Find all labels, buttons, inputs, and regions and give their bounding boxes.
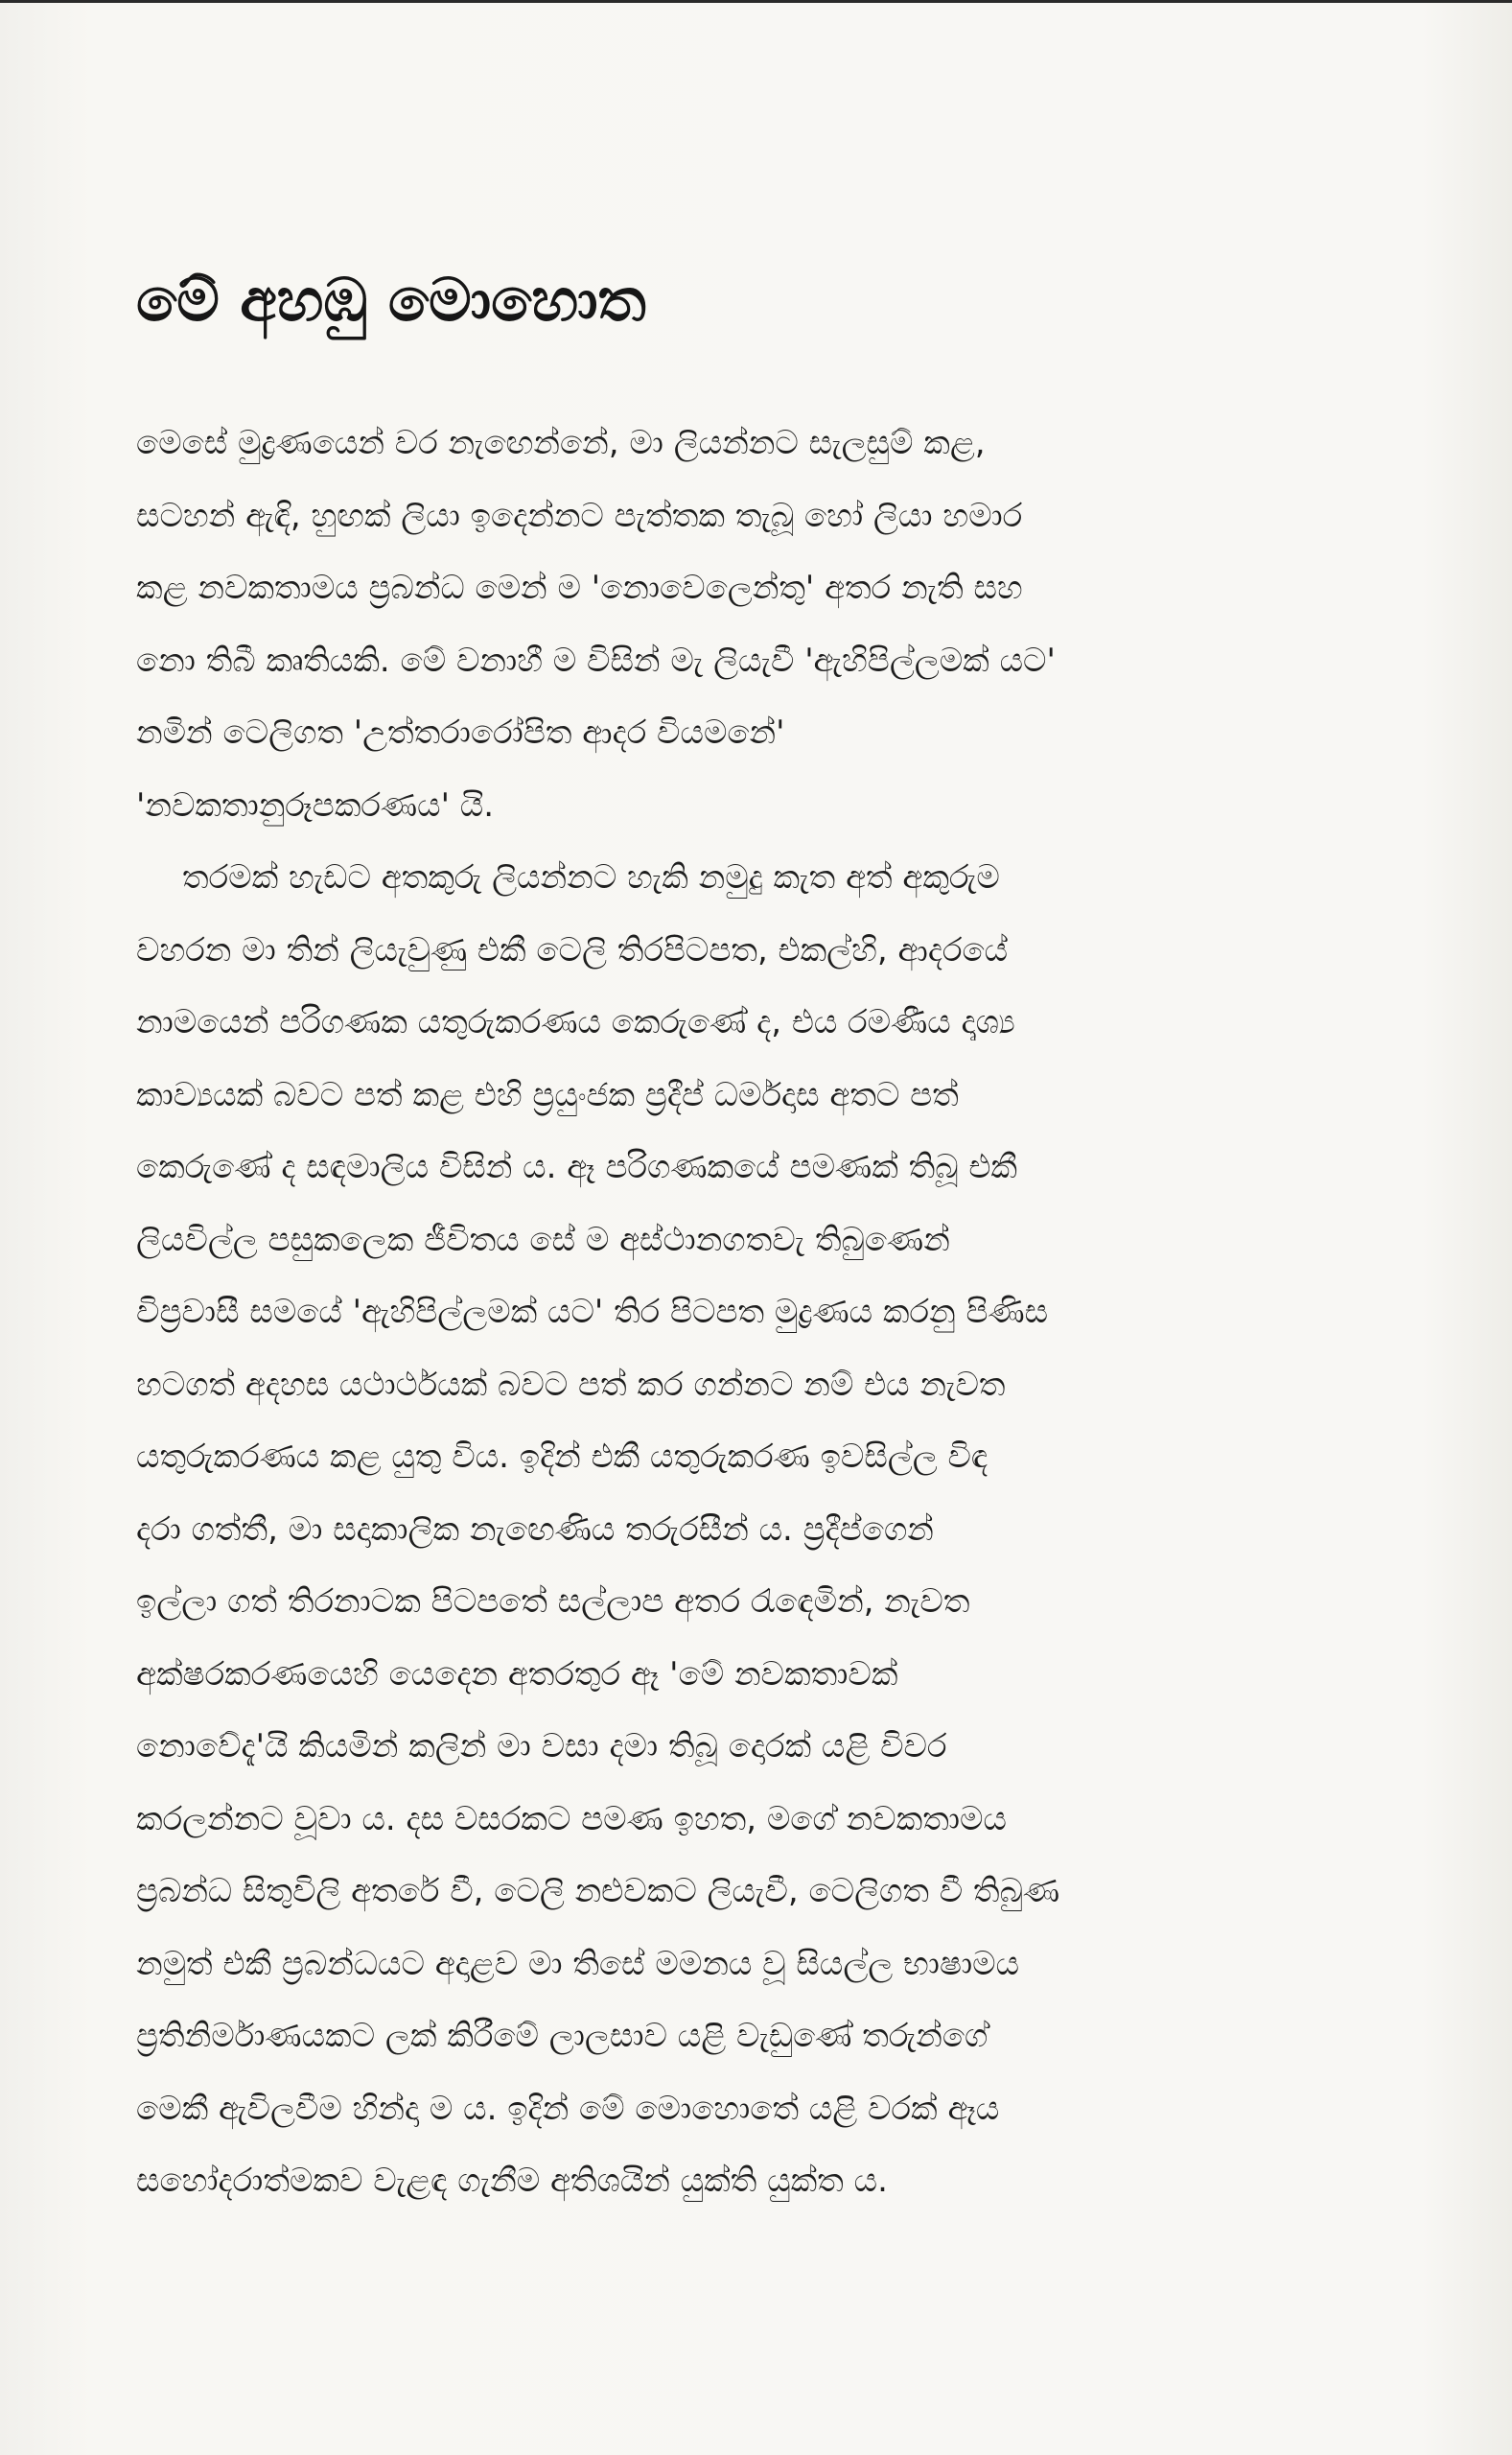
text-line: සහෝදරාත්මකව වැළඳ ගැනීම අතිශයින් යුක්ති යුක්ත ය. [136,2162,888,2200]
text-line: නො තිබී කෘතියකි. මේ වනාහී ම විසින් මැ ලියැවී 'ඇහිපිල්ලමක් යට' [136,641,1056,680]
text-line: ලියවිල්ල පසුකලෙක ජීවිතය සේ ම අස්ථානගතවැ තිබුණෙන් [136,1220,950,1259]
body-text [136,408,1383,2218]
text-line: 'නවකතානුරූපකරණය' යි. [136,785,494,825]
text-line: නාමයෙන් පරිගණක යතුරුකරණය කෙරුණේ ද, එය රමණීය දෘශ්‍ය [136,1003,1015,1041]
page-top-edge [0,0,1512,3]
text-line: කෙරුණේ ද සඳමාලිය විසින් ය. ඈ පරිගණකයේ පමණක් තිබූ එකී [136,1148,1017,1186]
text-line: මෙකී ඇවිලවීම හින්දා ම ය. ඉදින් මේ මොහොතේ යළි වරක් ඈය [136,2089,1000,2128]
text-line: කාව්‍යයක් බවට පත් කළ එහි ප්‍රයුංජක ප්‍රදීප් ධර්මදාස අතට පත් [136,1075,959,1114]
chapter-title: මේ අහඹු මොහොත [136,265,646,335]
text-line: ඉල්ලා ගත් තිරනාටක පිටපතේ සල්ලාප අතර රැඳෙමින්, නැවත [136,1582,970,1621]
paragraph-first-line: තරමක් හැඩට අතකුරු ලියන්නට හැකි නමුදු කැත අත් අකුරුම [182,858,1000,897]
text-line: ප්‍රබන්ධ සිතුවිලි අතරේ වී, ටෙලි නළුවකට ලියැවී, ටෙලිගත වී තිබුණ [136,1872,1060,1910]
text-line: වහරන මා තින් ලියැවුණු එකී ටෙලි තිරපිටපත, එකල්හි, ආදරයේ [136,930,1009,970]
text-line: කළ නවකතාමය ප්‍රබන්ධ මෙන් ම 'නොවෙලෙන්තු' අතර නැති සහ [136,569,1023,607]
text-line: යතුරුකරණය කළ යුතු විය. ඉදින් එකී යතුරුකරණ ඉවසිල්ල විඳ [136,1438,989,1476]
text-line: හටගත් අදහස යථාර්ථයක් බවට පත් කර ගන්නට නම් එය නැවත [136,1365,1006,1404]
text-line: මෙසේ මුද්‍රණයෙන් වර නැඟෙන්නේ, මා ලියන්නට සැලසුම් කළ, [136,424,986,462]
text-line: දරා ගත්තී, මා සදාකාලික නැඟෙණිය තරුරසීන් ය. ප්‍රදීප්ගෙන් [136,1509,934,1549]
text-line: ප්‍රතිනිර්මාණයකට ලක් කිරීමේ ලාලසාව යළි වැඩුණේ තරුන්ගේ [136,2017,989,2055]
text-line: අක්ෂරකරණයෙහි යෙදෙන අතරතුර ඈ 'මේ නවකතාවක් [136,1654,898,1694]
text-line: නමුත් එකී ප්‍රබන්ධයට අදාළව මා තිසේ මමනය වූ සියල්ල භාෂාමය [136,1944,1020,1983]
text-line: කරලන්නට වූවා ය. දස වසරකට පමණ ඉහත, මගේ නවකතාමය [136,1799,1007,1838]
text-line: නමින් ටෙලිගත 'උත්තරාරෝපිත ආදර වියමනේ' [136,713,785,752]
text-line: නොවේදැ'යි කියමින් කලින් මා වසා දමා තිබූ දොරක් යළි විවර [136,1727,947,1765]
text-line: විප්‍රවාසී සමයේ 'ඇහිපිල්ලමක් යට' තිර පිටපත මුද්‍රණය කරනු පිණිස [136,1293,1049,1331]
text-line: සටහන් ඇඳි, හුඟක් ලියා ඉදෙන්නට පැත්තක තැබූ හෝ ලියා හමාර [136,496,1023,535]
